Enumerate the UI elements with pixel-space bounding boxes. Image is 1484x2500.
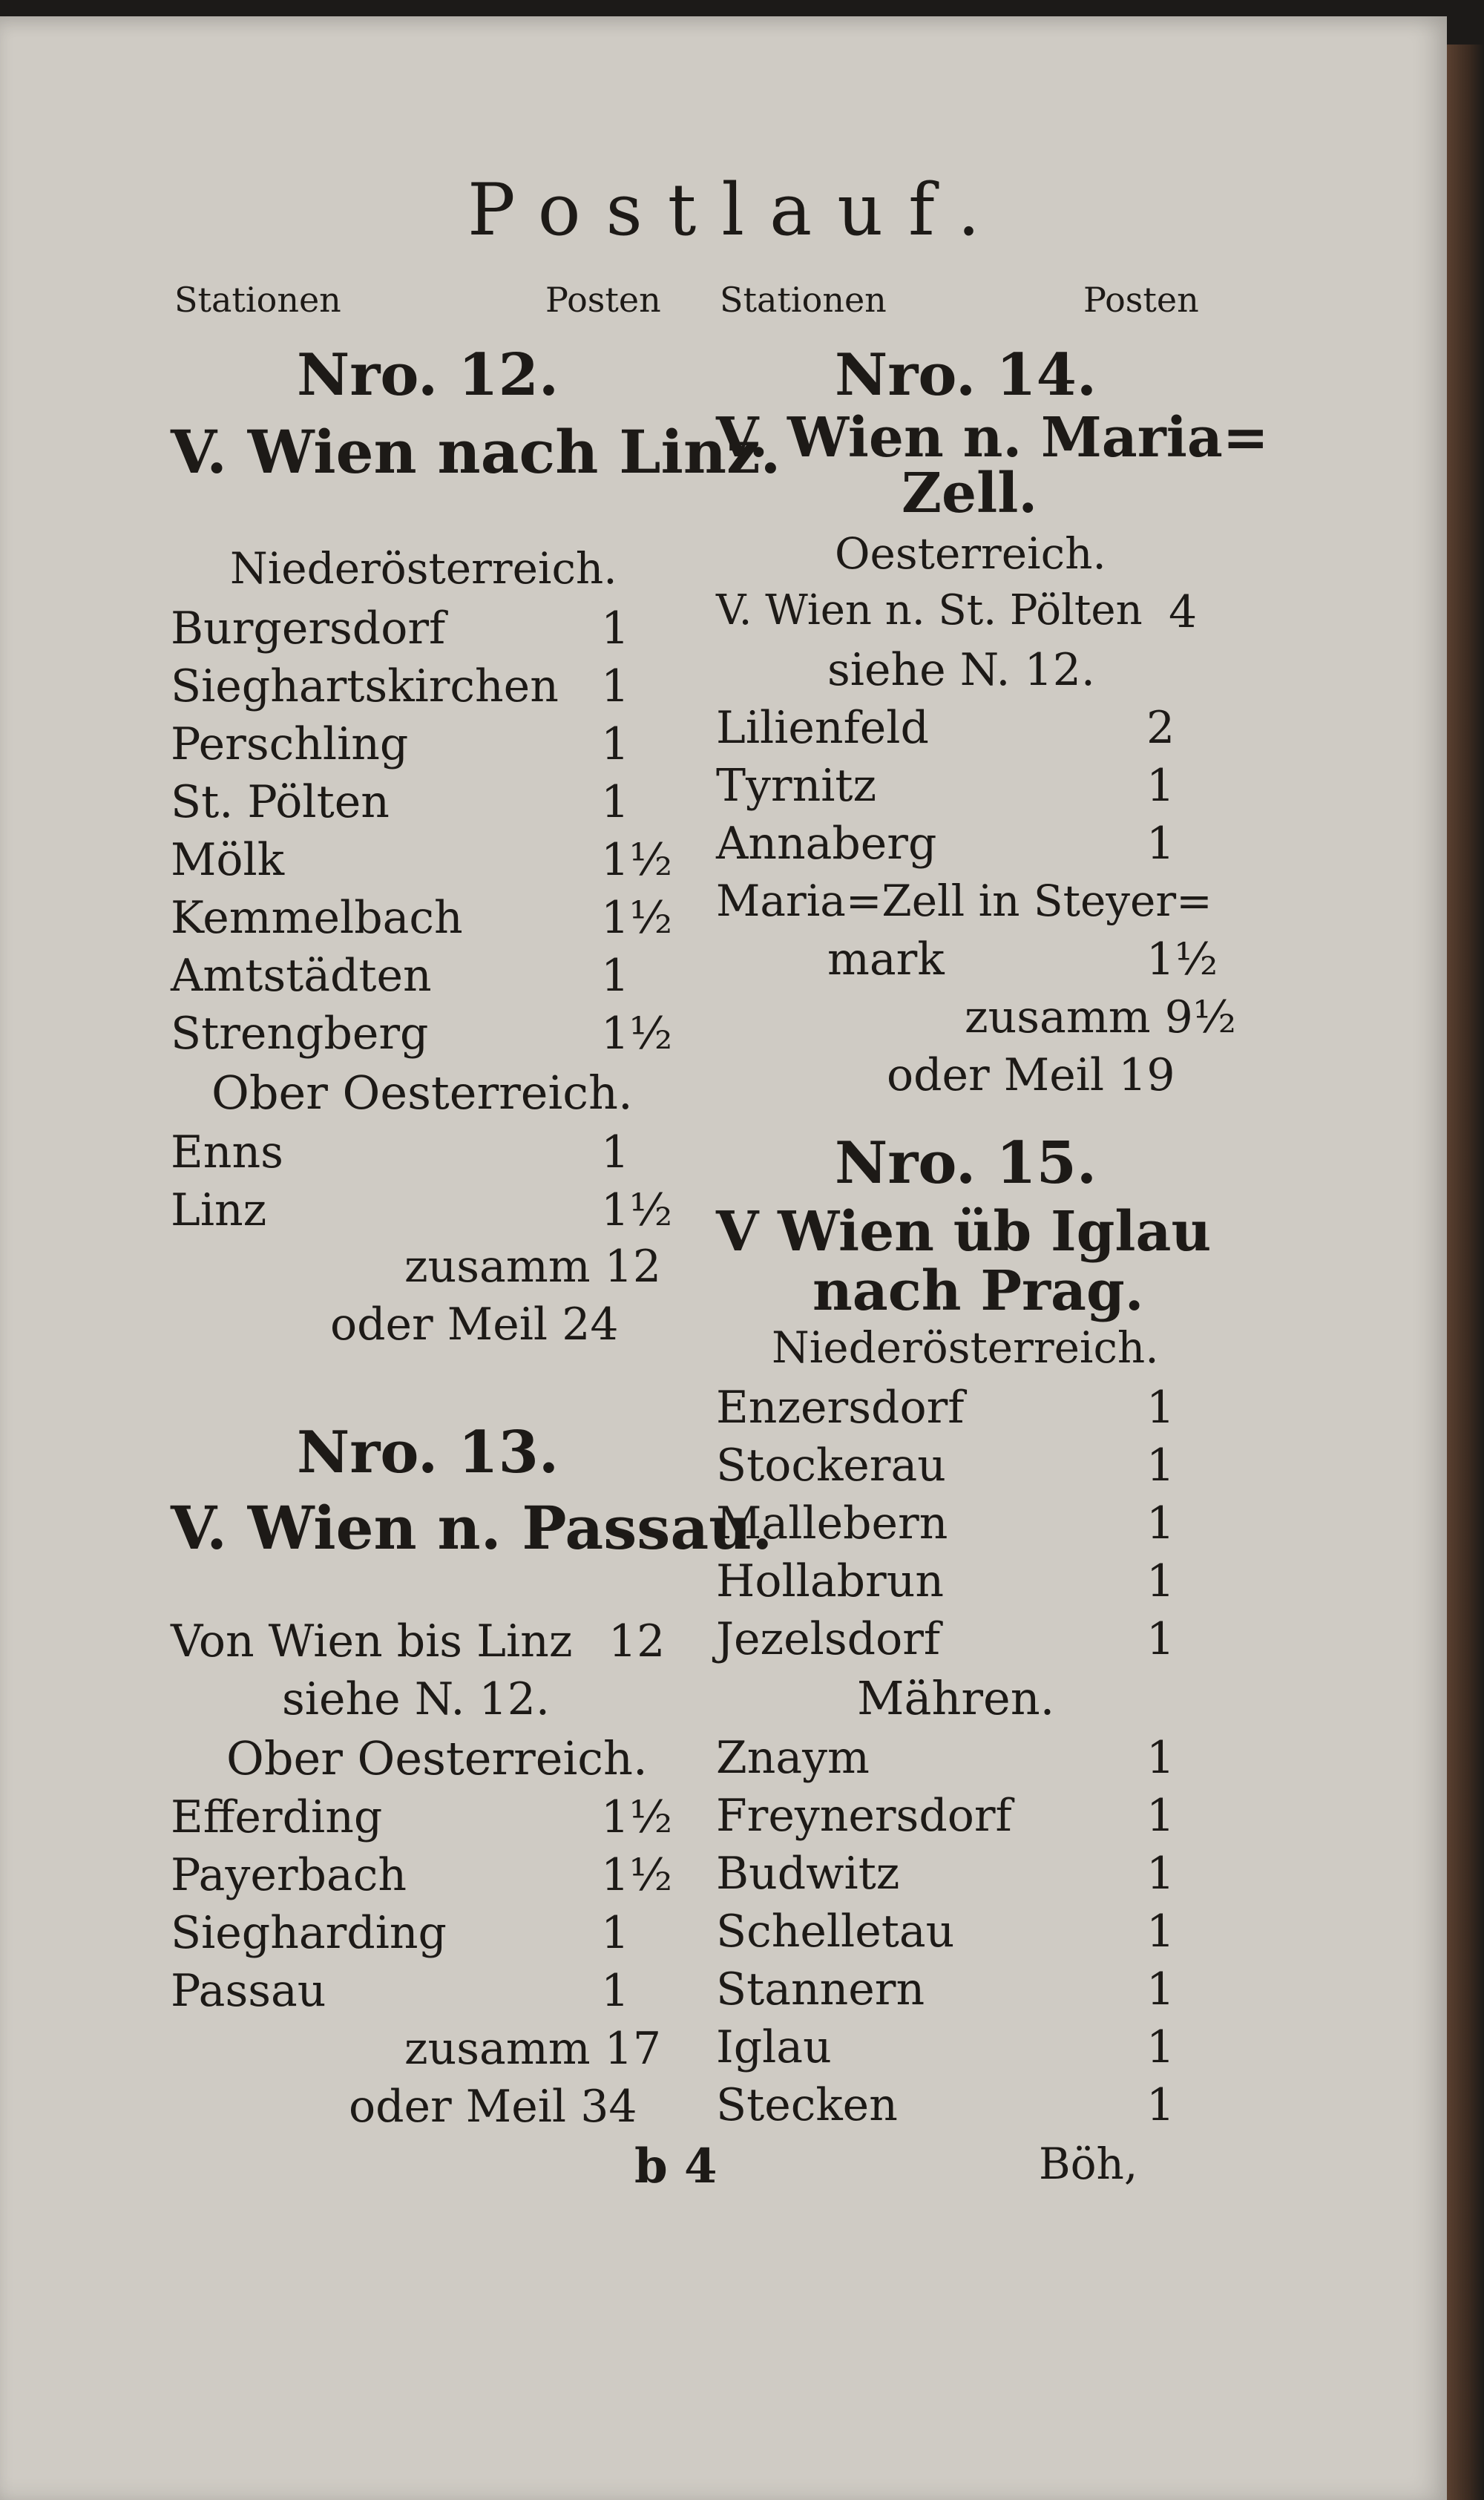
route-14-total: zusamm 9½ [965, 991, 1237, 1043]
route-13-total: zusamm 17 [404, 2023, 662, 2075]
list-item [171, 892, 673, 950]
route-12-region-upper-austria: Ober Oesterreich. [211, 1066, 633, 1120]
station-name: V. Wien n. St. Pölten [716, 586, 1143, 634]
station-posts: 1½ [601, 834, 673, 886]
station-name: Stockerau [716, 1440, 946, 1492]
station-posts: 1 [1146, 1790, 1175, 1842]
list-item [171, 834, 673, 892]
list-item [716, 1440, 1183, 1497]
station-name: Tyrnitz [716, 760, 877, 812]
station-posts: 1½ [601, 892, 673, 944]
list-item [171, 1965, 660, 2023]
route-15-number: Nro. 15. [835, 1129, 1097, 1197]
route-12-number: Nro. 12. [297, 341, 559, 409]
route-13-miles: oder Meil 34 [349, 2081, 637, 2133]
station-posts: 1½ [601, 1184, 673, 1236]
station-posts: 1½ [601, 1791, 673, 1843]
list-item [171, 1849, 673, 1907]
list-item [171, 603, 660, 660]
list-item [716, 818, 1206, 876]
route-14-see-reference: siehe N. 12. [827, 644, 1095, 696]
list-item [716, 1382, 1183, 1440]
left-col-stations-label: Stationen [174, 280, 341, 320]
station-name: Hollabrun [716, 1555, 944, 1607]
station-name: Kemmelbach [171, 892, 463, 944]
station-name: Annaberg [716, 818, 937, 870]
station-name: Strengberg [171, 1008, 429, 1060]
list-item [716, 1497, 1183, 1555]
route-15-region-lower-austria: Niederösterreich. [772, 1322, 1159, 1373]
list-item [716, 1790, 1183, 1848]
station-name: Znaym [716, 1732, 870, 1784]
page-header: Postlauf. [467, 168, 1005, 252]
route-15-title-line1: V Wien üb Iglau [716, 1200, 1212, 1264]
station-name: Siegharding [171, 1907, 447, 1959]
right-col-posts-label: Posten [1083, 280, 1199, 320]
list-item [171, 718, 660, 776]
route-14-title-line1: V. Wien n. Maria= [716, 406, 1269, 470]
book-page [0, 16, 1447, 2500]
station-posts: 1 [1146, 1906, 1175, 1958]
route-12-total: zusamm 12 [404, 1241, 662, 1293]
station-name: Mallebern [716, 1497, 948, 1549]
station-name: Payerbach [171, 1849, 407, 1901]
station-posts: 1 [601, 660, 630, 712]
list-item [716, 1555, 1183, 1613]
station-name: Jezelsdorf [716, 1613, 941, 1665]
station-name: Freynersdorf [716, 1790, 1012, 1842]
route-12-miles: oder Meil 24 [330, 1299, 619, 1351]
list-item [716, 586, 1221, 644]
station-posts: 12 [608, 1615, 666, 1667]
station-posts: 1 [601, 776, 630, 828]
list-item [716, 1732, 1183, 1790]
route-12-region-lower-austria: Niederösterreich. [230, 543, 617, 594]
list-item [716, 2021, 1183, 2079]
station-posts: 1½ [601, 1849, 673, 1901]
list-item [716, 2079, 1183, 2137]
station-name: Enns [171, 1126, 283, 1178]
station-name: Amtstädten [171, 950, 432, 1002]
station-name: Perschling [171, 718, 409, 770]
route-13-see-reference: siehe N. 12. [282, 1673, 550, 1725]
station-posts: 1 [1146, 760, 1175, 812]
route-15-region-moravia: Mähren. [857, 1671, 1055, 1725]
list-item [171, 1008, 673, 1066]
list-item [171, 950, 660, 1008]
station-name: Sieghartskirchen [171, 660, 559, 712]
station-name: Schelletau [716, 1906, 955, 1958]
list-item [716, 1963, 1183, 2021]
station-posts: 1 [1146, 1382, 1175, 1434]
station-posts: 1 [1146, 1848, 1175, 1900]
station-name: Iglau [716, 2021, 832, 2073]
station-posts: 1 [601, 1907, 630, 1959]
station-posts: 1 [1146, 1732, 1175, 1784]
station-name: Stannern [716, 1963, 925, 2015]
list-item [716, 702, 1206, 760]
list-item [171, 660, 660, 718]
station-name: Burgersdorf [171, 603, 446, 654]
station-posts: 1½ [601, 1008, 673, 1060]
list-item [716, 1848, 1183, 1906]
route-14-last-station-posts: 1½ [1146, 934, 1218, 985]
station-posts: 1 [1146, 818, 1175, 870]
route-15-title-line2: nach Prag. [812, 1259, 1144, 1323]
route-13-number: Nro. 13. [297, 1419, 559, 1486]
station-posts: 1 [1146, 1497, 1175, 1549]
route-14-last-station-line1: Maria=Zell in Steyer= [716, 876, 1212, 926]
route-14-number: Nro. 14. [835, 341, 1097, 409]
station-posts: 4 [1169, 586, 1198, 638]
book-page-edge [1447, 45, 1484, 2500]
page-signature: b 4 [634, 2139, 718, 2194]
route-14-miles: oder Meil 19 [887, 1049, 1175, 1101]
list-item [171, 1907, 660, 1965]
station-name: Linz [171, 1184, 267, 1236]
station-name: Passau [171, 1965, 326, 2017]
station-name: Budwitz [716, 1848, 900, 1900]
station-posts: 2 [1146, 702, 1175, 754]
list-item [171, 1126, 660, 1184]
station-name: Efferding [171, 1791, 383, 1843]
list-item [716, 1906, 1183, 1963]
station-name: St. Pölten [171, 776, 390, 828]
station-posts: 1 [1146, 2079, 1175, 2131]
list-item [171, 1791, 673, 1849]
station-posts: 1 [601, 950, 630, 1002]
station-name: Von Wien bis Linz [171, 1615, 573, 1667]
right-col-stations-label: Stationen [720, 280, 887, 320]
catchword: Böh, [1039, 2139, 1138, 2189]
list-item [171, 776, 660, 834]
route-14-title-line2: Zell. [902, 462, 1038, 525]
station-posts: 1 [1146, 1555, 1175, 1607]
route-13-region: Ober Oesterreich. [226, 1731, 648, 1785]
station-posts: 1 [601, 1965, 630, 2017]
route-14-region: Oesterreich. [835, 528, 1106, 579]
route-13-title: V. Wien n. Passau. [171, 1493, 773, 1563]
list-item [716, 760, 1206, 818]
station-name: Mölk [171, 834, 285, 886]
route-14-last-station-line2: mark [827, 934, 945, 985]
list-item [171, 1184, 673, 1242]
list-item [716, 1613, 1183, 1671]
station-posts: 1 [1146, 2021, 1175, 2073]
station-posts: 1 [601, 718, 630, 770]
left-col-posts-label: Posten [545, 280, 661, 320]
list-item [171, 1615, 675, 1673]
station-posts: 1 [601, 1126, 630, 1178]
station-posts: 1 [1146, 1613, 1175, 1665]
station-name: Stecken [716, 2079, 898, 2131]
station-posts: 1 [1146, 1963, 1175, 2015]
station-posts: 1 [1146, 1440, 1175, 1492]
station-name: Enzersdorf [716, 1382, 965, 1434]
station-name: Lilienfeld [716, 702, 929, 754]
route-12-title: V. Wien nach Linz. [171, 417, 781, 487]
station-posts: 1 [601, 603, 630, 654]
